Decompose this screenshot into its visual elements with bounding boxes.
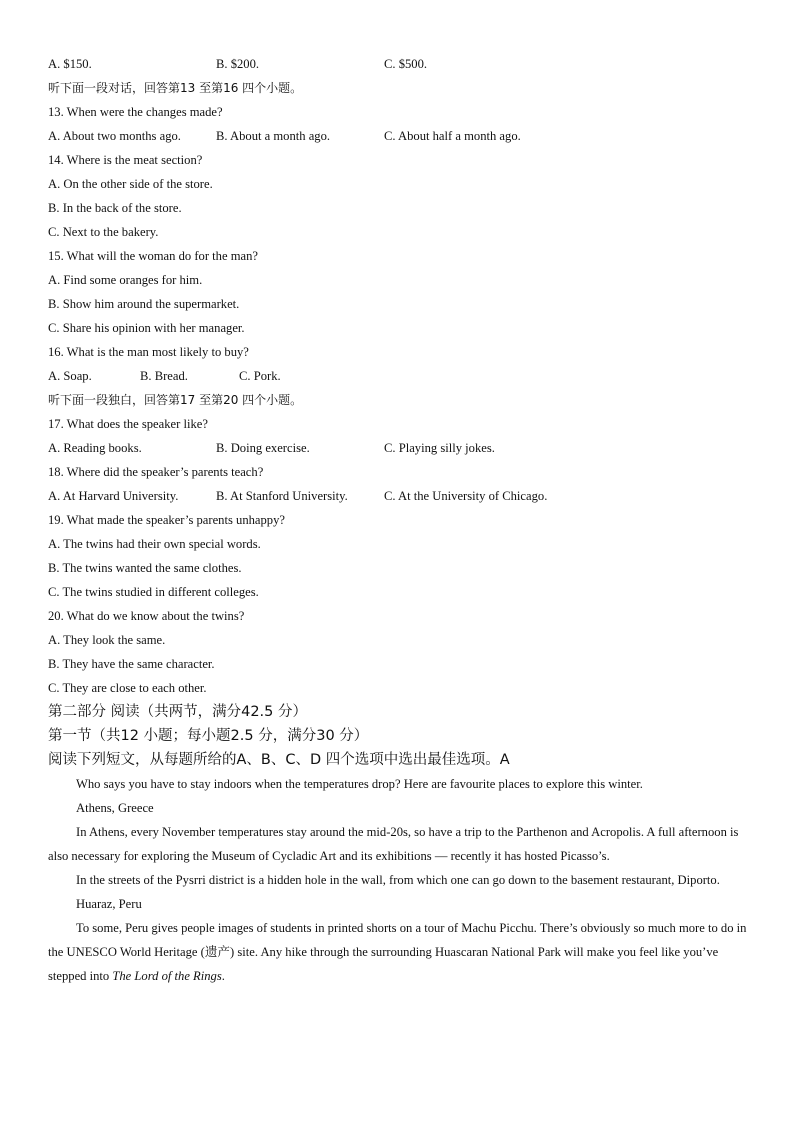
question-20-stem: 20. What do we know about the twins?	[48, 609, 245, 623]
question-15-stem: 15. What will the woman do for the man?	[48, 249, 258, 263]
book-title: The Lord of the Rings	[112, 969, 222, 983]
option-c: C. Share his opinion with her manager.	[48, 321, 245, 335]
question-12-options	[48, 52, 748, 76]
instruction-13-16: 听下面一段对话，回答第13 至第16 四个小题。	[48, 81, 303, 95]
question-14-stem: 14. Where is the meat section?	[48, 153, 203, 167]
option-a: A. On the other side of the store.	[48, 177, 213, 191]
option-a: A. $150.	[48, 57, 92, 71]
exam-page	[48, 52, 748, 988]
option-a: A. Soap.	[48, 369, 92, 383]
passage-intro: Who says you have to stay indoors when the temperatures drop? Here are favourite places to explore this winter.	[76, 777, 643, 791]
option-c: C. Playing silly jokes.	[384, 441, 495, 455]
option-a: A. Reading books.	[48, 441, 142, 455]
question-18-stem: 18. Where did the speaker’s parents teach?	[48, 465, 264, 479]
section-one-title: 第一节（共12 小题；每小题2.5 分，满分30 分）	[48, 728, 369, 744]
question-18-options	[48, 484, 748, 508]
instruction-17-20: 听下面一段独白，回答第17 至第20 四个小题。	[48, 393, 303, 407]
question-19-stem: 19. What made the speaker’s parents unhappy?	[48, 513, 285, 527]
place-heading-athens: Athens, Greece	[76, 801, 154, 815]
option-b: B. About a month ago.	[216, 129, 331, 143]
question-13-stem: 13. When were the changes made?	[48, 105, 223, 119]
question-16-options	[48, 364, 748, 388]
question-17-options	[48, 436, 748, 460]
option-c: C. They are close to each other.	[48, 681, 207, 695]
option-b: B. They have the same character.	[48, 657, 215, 671]
option-a: A. Find some oranges for him.	[48, 273, 203, 287]
option-c: C. About half a month ago.	[384, 129, 521, 143]
part-two-title: 第二部分 阅读（共两节，满分42.5 分）	[48, 704, 308, 720]
option-a: A. They look the same.	[48, 633, 166, 647]
paragraph-end: .	[221, 969, 225, 983]
option-c: C. $500.	[384, 57, 428, 71]
passage-paragraph-peru	[48, 916, 748, 988]
option-c: C. Next to the bakery.	[48, 225, 159, 239]
option-a: A. At Harvard University.	[48, 489, 179, 503]
question-17-stem: 17. What does the speaker like?	[48, 417, 208, 431]
question-16-stem: 16. What is the man most likely to buy?	[48, 345, 249, 359]
passage-paragraph-diporto: In the streets of the Pysrri district is a hidden hole in the wall, from which one can go down to the basement restaurant, Diporto.	[76, 873, 720, 887]
place-heading-huaraz: Huaraz, Peru	[76, 897, 142, 911]
option-c: C. The twins studied in different colleges.	[48, 585, 259, 599]
option-b: B. The twins wanted the same clothes.	[48, 561, 242, 575]
option-b: B. Show him around the supermarket.	[48, 297, 240, 311]
paragraph-text: To some, Peru gives people images of students in printed shorts on a tour of Machu Picchu. There’s obviously so much more to do in the UNESCO World Heritage (遗产) site. Any hike through the surrounding Huascaran National Park will make you feel like you’ve stepped into	[48, 921, 747, 983]
option-b: B. Doing exercise.	[216, 441, 310, 455]
passage-paragraph-athens: In Athens, every November temperatures stay around the mid-20s, so have a trip to the Parthenon and Acropolis. A full afternoon is also necessary for exploring the Museum of Cycladic Art and its exhibitions — recently it has hosted Picasso’s.	[48, 825, 739, 863]
option-a: A. About two months ago.	[48, 129, 181, 143]
reading-instruction: 阅读下列短文，从每题所给的A、B、C、D 四个选项中选出最佳选项。A	[48, 752, 510, 768]
option-b: B. Bread.	[140, 369, 188, 383]
option-c: C. At the University of Chicago.	[384, 489, 548, 503]
option-a: A. The twins had their own special words.	[48, 537, 261, 551]
option-c: C. Pork.	[239, 369, 281, 383]
question-13-options	[48, 124, 748, 148]
option-b: B. $200.	[216, 57, 260, 71]
option-b: B. At Stanford University.	[216, 489, 348, 503]
option-b: B. In the back of the store.	[48, 201, 182, 215]
